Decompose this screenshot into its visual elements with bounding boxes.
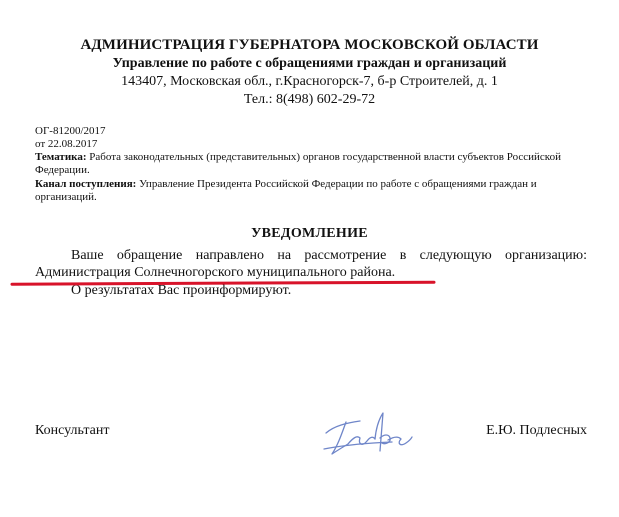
letterhead: [0, 36, 619, 109]
registration-date: от 22.08.2017: [35, 138, 98, 150]
topic-value: Работа законодательных (представительных) органов государственной власти субъектов Российской Федерации.: [35, 151, 561, 176]
organization-address: 143407, Московская обл., г.Красногорск-7, б-р Строителей, д. 1: [121, 74, 498, 89]
notice-paragraph-results: О результатах Вас проинформируют.: [71, 283, 292, 298]
registration-details: [35, 125, 595, 204]
organization-phone: Тел.: 8(498) 602-29-72: [243, 92, 376, 107]
notice-body: [35, 247, 587, 299]
notice-title: УВЕДОМЛЕНИЕ: [251, 226, 368, 241]
handwritten-signature: [320, 407, 415, 459]
signatory-name: Е.Ю. Подлесных: [486, 423, 587, 438]
organization-name: АДМИНИСТРАЦИЯ ГУБЕРНАТОРА МОСКОВСКОЙ ОБЛАСТИ: [80, 37, 539, 53]
channel-value: Управление Президента Российской Федерации по работе с обращениями граждан и организаций.: [35, 178, 537, 203]
channel-line: [35, 178, 595, 204]
department-name: Управление по работе с обращениями граждан и организаций: [112, 56, 507, 71]
signatory-role: Консультант: [35, 423, 110, 438]
registration-number: ОГ-81200/2017: [35, 125, 106, 137]
notice-paragraph-forwarded: Ваше обращение направлено на рассмотрение в следующую организацию: Администрация Солнечногорского муниципального района.: [35, 248, 587, 280]
signature-block: [35, 422, 587, 462]
topic-label: Тематика:: [35, 151, 87, 163]
topic-line: [35, 151, 595, 177]
channel-label: Канал поступления:: [35, 178, 137, 190]
red-underline-annotation: [11, 279, 435, 287]
